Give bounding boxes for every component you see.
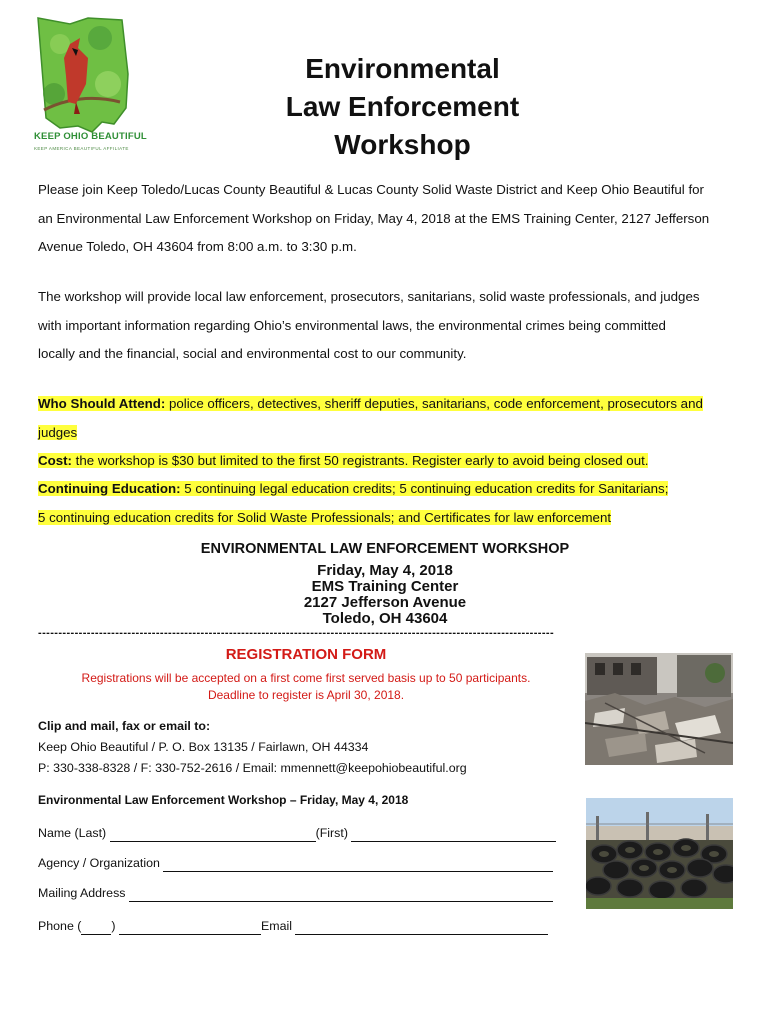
agency-label: Agency / Organization: [38, 856, 164, 870]
description-line-2: with important information regarding Ohio’s environmental laws, the environmental crimes being committed: [38, 317, 666, 333]
name-first-label: (First): [315, 826, 352, 840]
page-title: [200, 50, 605, 164]
registration-title: REGISTRATION FORM: [225, 646, 387, 663]
name-first-input[interactable]: [351, 828, 556, 842]
phone-field-row: [38, 917, 548, 935]
mail-heading: Clip and mail, fax or email to:: [38, 719, 211, 733]
attend-label: Who Should Attend:: [38, 396, 166, 411]
name-last-label: Name (Last): [38, 826, 110, 840]
event-date: Friday, May 4, 2018: [317, 562, 453, 579]
mailing-info: [38, 716, 467, 779]
title-line-3: Workshop: [334, 129, 471, 160]
attend-text-2: judges: [38, 425, 78, 440]
phone-close: ): [111, 919, 119, 933]
contact-info: P: 330-338-8328 / F: 330-752-2616 / Email: mmennett@keepohiobeautiful.org: [38, 761, 467, 775]
workshop-line: Environmental Law Enforcement Workshop – Friday, May 4, 2018: [38, 793, 409, 807]
phone-label: Phone (: [38, 919, 82, 933]
phone-input[interactable]: [119, 921, 261, 935]
cost-line: [38, 451, 648, 470]
mailing-label: Mailing Address: [38, 886, 129, 900]
description-line-1: The workshop will provide local law enforcement, prosecutors, sanitarians, solid waste professionals, and judges: [38, 289, 700, 304]
event-venue: EMS Training Center: [311, 578, 459, 595]
continuing-education-cont: [38, 508, 611, 527]
name-field-row: [38, 824, 556, 842]
intro-line-2: an Environmental Law Enforcement Workshop on Friday, May 4, 2018 at the EMS Training Center, 2127 Jefferson: [38, 210, 710, 226]
name-last-input[interactable]: [110, 828, 316, 842]
logo-tagline: KEEP AMERICA BEAUTIFUL AFFILIATE: [34, 146, 129, 151]
event-heading: ENVIRONMENTAL LAW ENFORCEMENT WORKSHOP: [200, 541, 570, 557]
who-should-attend: [38, 394, 703, 413]
ce-text: 5 continuing legal education credits; 5 continuing education credits for Sanitarians;: [180, 481, 669, 496]
continuing-education-line: [38, 479, 668, 498]
title-line-2: Law Enforcement: [285, 91, 520, 122]
cost-label: Cost:: [38, 453, 72, 468]
mailing-field-row: [38, 884, 553, 902]
registration-note-2: Deadline to register is April 30, 2018.: [207, 688, 405, 702]
who-should-attend-cont: [38, 423, 77, 442]
ce-label: Continuing Education:: [38, 481, 181, 496]
registration-note-1: Registrations will be accepted on a first come first served basis up to 50 participants.: [81, 671, 531, 685]
agency-field-row: [38, 854, 553, 872]
agency-input[interactable]: [163, 858, 553, 872]
description-line-3: locally and the financial, social and environmental cost to our community.: [38, 346, 467, 361]
intro-line-3: Avenue Toledo, OH 43604 from 8:00 a.m. to 3:30 p.m.: [38, 239, 357, 254]
cut-line: -------------------------------------------------------------------------------------------------------------------------------: [38, 627, 555, 639]
registration-note: [38, 670, 574, 704]
scrap-tire-pile-photo: [586, 798, 733, 909]
mailing-input[interactable]: [129, 888, 553, 902]
intro-line-1: Please join Keep Toledo/Lucas County Beautiful & Lucas County Solid Waste District and Keep Ohio Beautiful for: [38, 182, 704, 197]
email-label: Email: [260, 919, 296, 933]
phone-area-input[interactable]: [81, 921, 111, 935]
mail-address: Keep Ohio Beautiful / P. O. Box 13135 / Fairlawn, OH 44334: [38, 740, 369, 754]
logo-name: KEEP OHIO BEAUTIFUL: [34, 131, 147, 142]
ce-text-2: 5 continuing education credits for Solid Waste Professionals; and Certificates for law enforcement: [38, 510, 612, 525]
event-street: 2127 Jefferson Avenue: [303, 594, 467, 611]
cost-text: the workshop is $30 but limited to the first 50 registrants. Register early to avoid being closed out.: [71, 453, 649, 468]
illegal-dumping-debris-photo: [585, 653, 733, 765]
description-paragraph: [38, 283, 738, 369]
title-line-1: Environmental: [305, 53, 500, 84]
attend-text: police officers, detectives, sheriff deputies, sanitarians, code enforcement, prosecutors and: [165, 396, 703, 411]
intro-paragraph: [38, 176, 738, 262]
email-input[interactable]: [295, 921, 548, 935]
event-city: Toledo, OH 43604: [322, 610, 448, 627]
